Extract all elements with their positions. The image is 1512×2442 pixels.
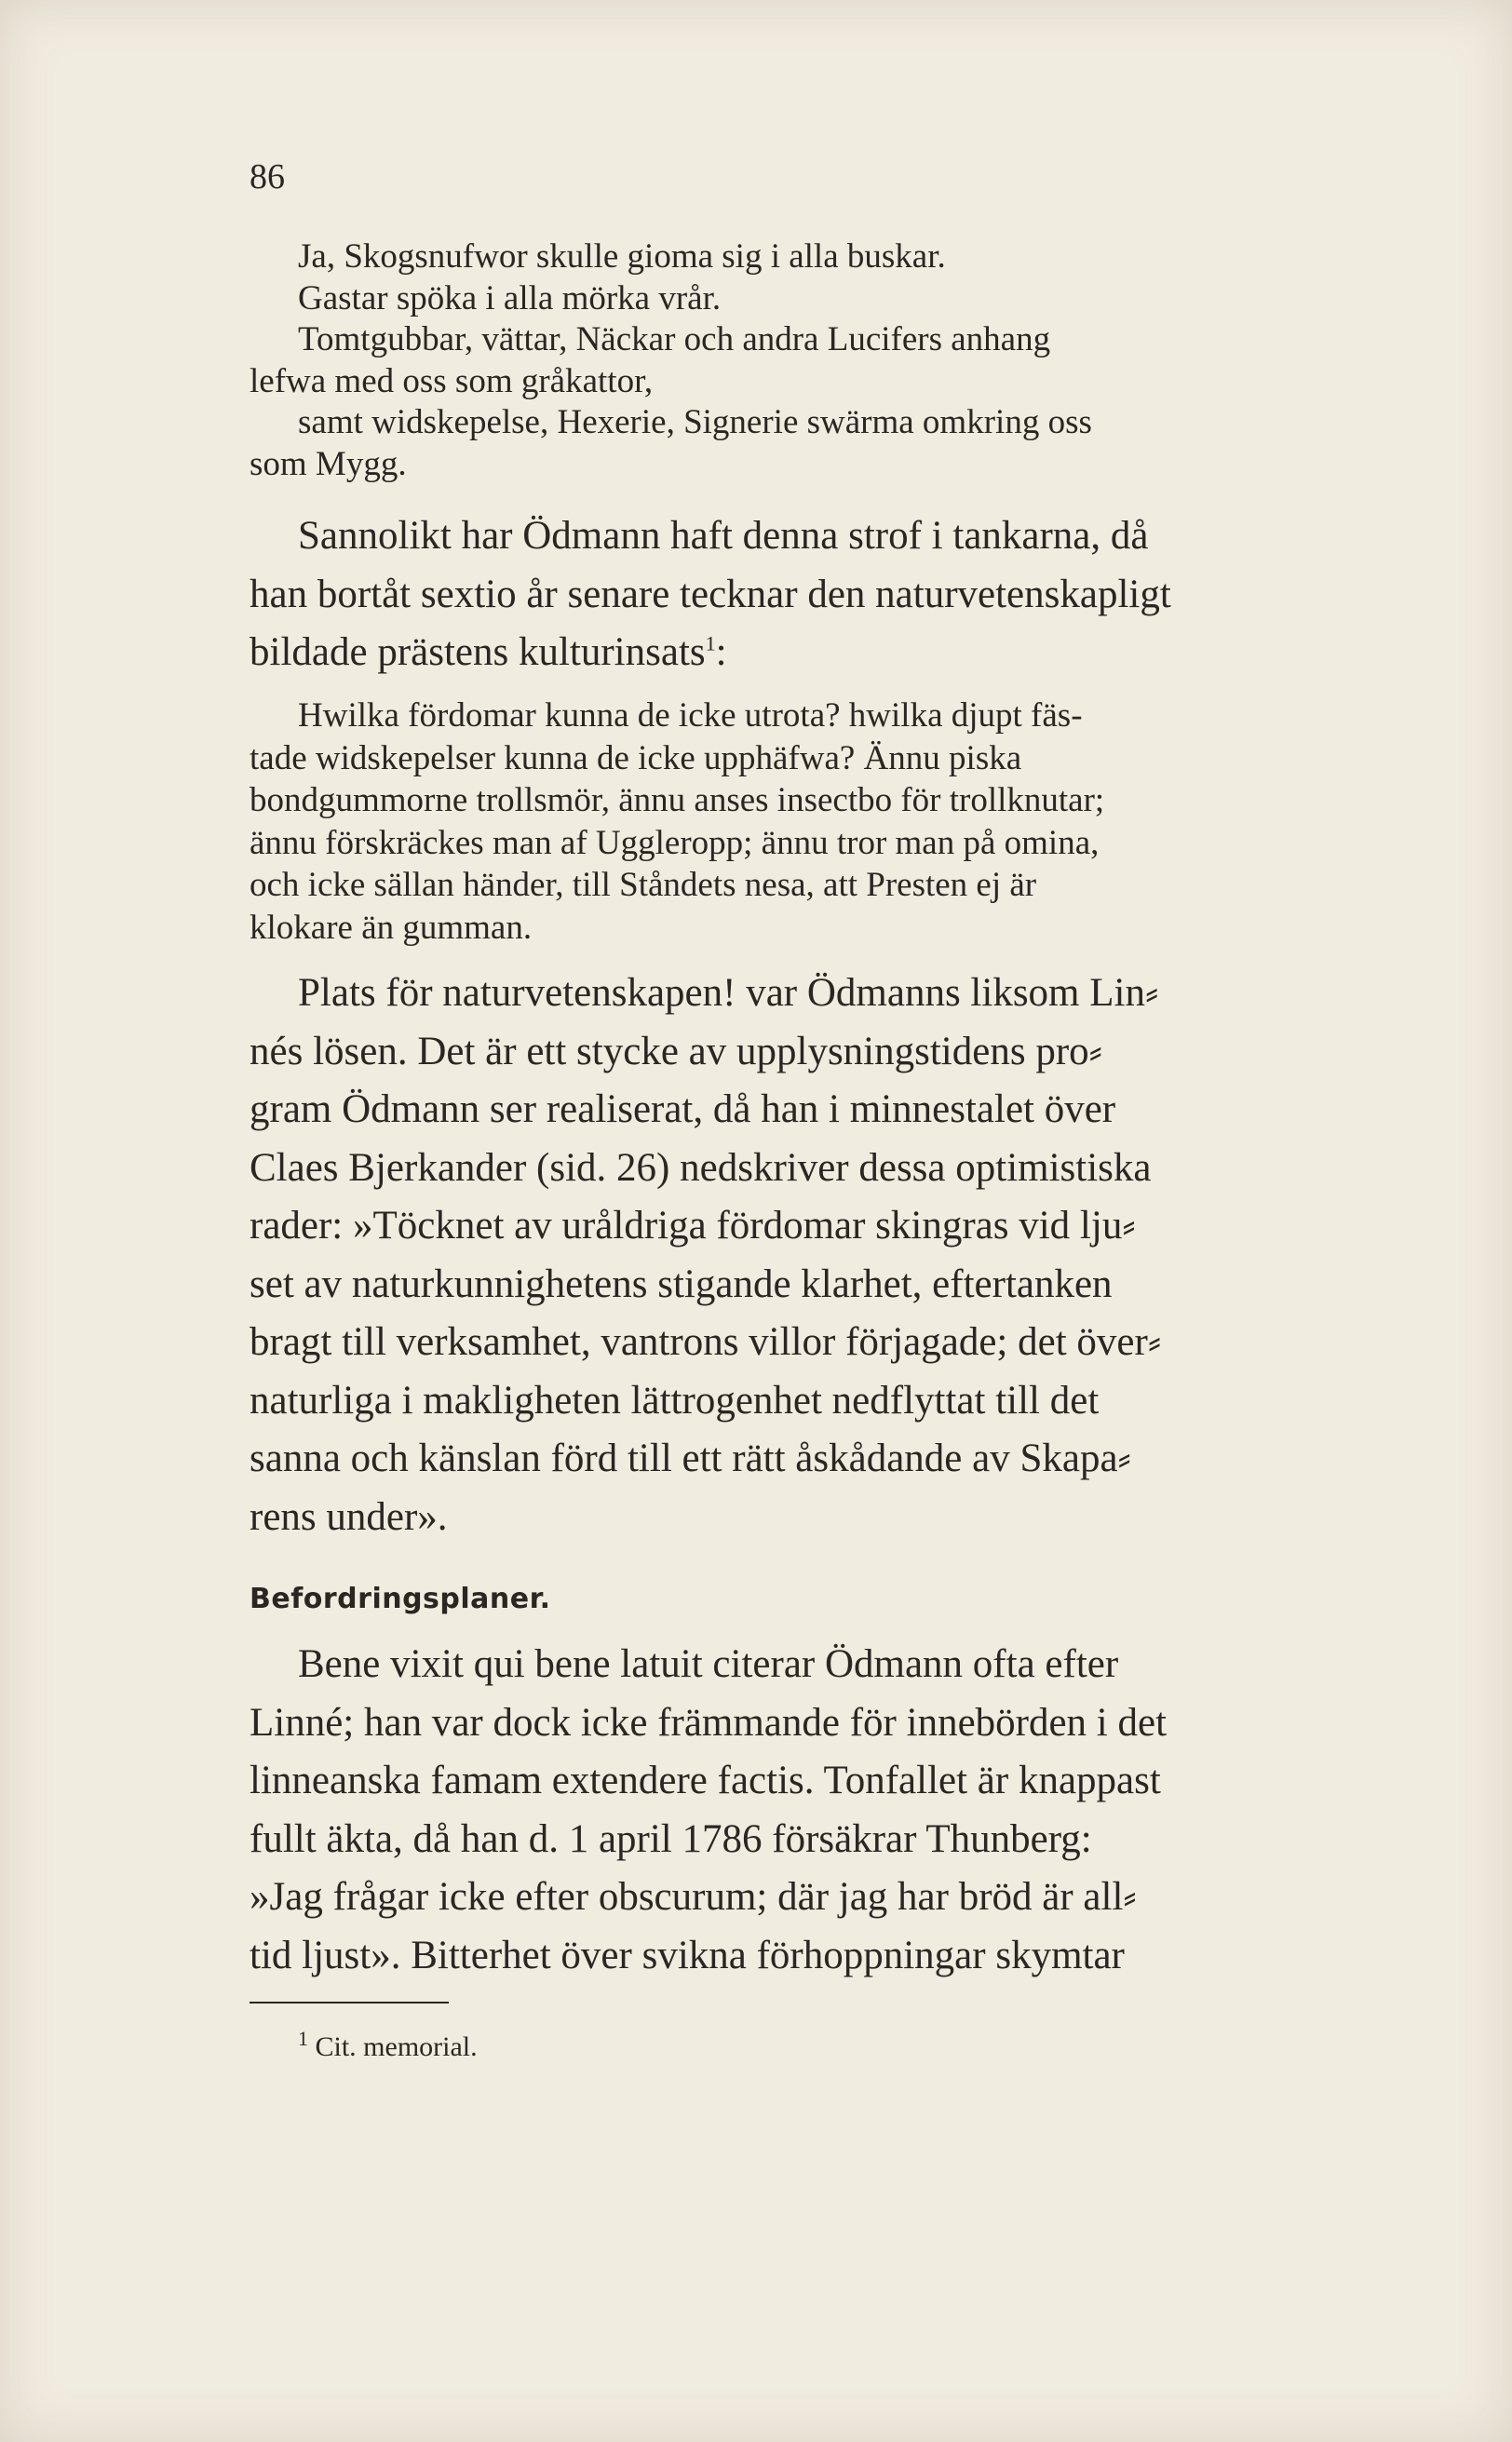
text-line: Sannolikt har Ödmann haft denna strof i tankarna, då bbox=[298, 514, 1149, 558]
footnote-text: Cit. memorial. bbox=[315, 2031, 478, 2062]
paragraph-3 bbox=[250, 1636, 1348, 1985]
block-quote bbox=[250, 695, 1348, 950]
text-fragment: bildade prästens kulturinsats bbox=[250, 630, 706, 674]
page-number: 86 bbox=[250, 157, 285, 196]
text-line: linneanska famam extendere factis. Tonfallet är knappast bbox=[250, 1759, 1161, 1802]
verse-line: Tomtgubbar, vättar, Näckar och andra Lucifers anhang bbox=[298, 320, 1051, 359]
text-line: tid ljust». Bitterhet över svikna förhoppningar skymtar bbox=[250, 1933, 1125, 1977]
text-line: Claes Bjerkander (sid. 26) nedskriver dessa optimistiska bbox=[250, 1145, 1152, 1190]
text-line: set av naturkunnighetens stigande klarhet, eftertanken bbox=[250, 1261, 1113, 1306]
text-line: gram Ödmann ser realiserat, då han i minnestalet över bbox=[250, 1087, 1116, 1131]
verse-line: Ja, Skogsnufwor skulle gioma sig i alla buskar. bbox=[298, 237, 946, 276]
footnote-divider bbox=[250, 2002, 449, 2004]
text-line: Linné; han var dock icke främmande för innebörden i det bbox=[250, 1700, 1168, 1745]
text-line: »Jag frågar icke efter obscurum; där jag har bröd är all⸗ bbox=[250, 1875, 1137, 1919]
section-heading: Befordringsplaner. bbox=[250, 1583, 551, 1615]
text-fragment: : bbox=[715, 630, 727, 674]
text-line: bragt till verksamhet, vantrons villor förjagade; det över⸗ bbox=[250, 1320, 1162, 1364]
text-line: han bortåt sextio år senare tecknar den naturvetenskapligt bbox=[250, 572, 1171, 616]
paragraph-2 bbox=[250, 965, 1348, 1546]
text-line: rens under». bbox=[250, 1494, 448, 1539]
verse-line: lefwa med oss som gråkattor, bbox=[250, 361, 654, 400]
quote-line: Hwilka fördomar kunna de icke utrota? hwilka djupt fäs- bbox=[298, 696, 1083, 735]
text-line: naturliga i makligheten lättrogenhet nedflyttat till det bbox=[250, 1378, 1100, 1423]
quote-line: ännu förskräckes man af Uggleropp; ännu tror man på omina, bbox=[250, 823, 1100, 862]
quote-line: bondgummorne trollsmör, ännu anses insectbo för trollknutar; bbox=[250, 781, 1105, 820]
footnote bbox=[298, 2027, 478, 2065]
text-line: fullt äkta, då han d. 1 april 1786 försäkrar Thunberg: bbox=[250, 1816, 1092, 1861]
footnote-reference: 1 bbox=[705, 631, 716, 655]
verse-line: samt widskepelse, Hexerie, Signerie swärma omkring oss bbox=[298, 403, 1092, 442]
paragraph-1 bbox=[250, 507, 1348, 682]
verse-line: Gastar spöka i alla mörka vrår. bbox=[298, 278, 722, 317]
footnote-mark: 1 bbox=[298, 2027, 308, 2050]
text-line bbox=[250, 624, 1348, 682]
text-line: Plats för naturvetenskapen! var Ödmanns liksom Lin⸗ bbox=[298, 971, 1159, 1015]
text-line: nés lösen. Det är ett stycke av upplysningstidens pro⸗ bbox=[250, 1029, 1102, 1073]
quote-line: tade widskepelser kunna de icke upphäfwa? Ännu piska bbox=[250, 738, 1022, 777]
text-line: sanna och känslan förd till ett rätt åskådande av Skapa⸗ bbox=[250, 1437, 1131, 1480]
text-line: Bene vixit qui bene latuit citerar Ödmann ofta efter bbox=[298, 1642, 1119, 1686]
quote-line: och icke sällan händer, till Ståndets nesa, att Presten ej är bbox=[250, 866, 1037, 905]
quote-line: klokare än gumman. bbox=[250, 908, 533, 947]
verse-block bbox=[250, 236, 1348, 486]
text-line: rader: »Töcknet av uråldriga fördomar skingras vid lju⸗ bbox=[250, 1204, 1136, 1248]
verse-line: som Mygg. bbox=[250, 444, 407, 483]
